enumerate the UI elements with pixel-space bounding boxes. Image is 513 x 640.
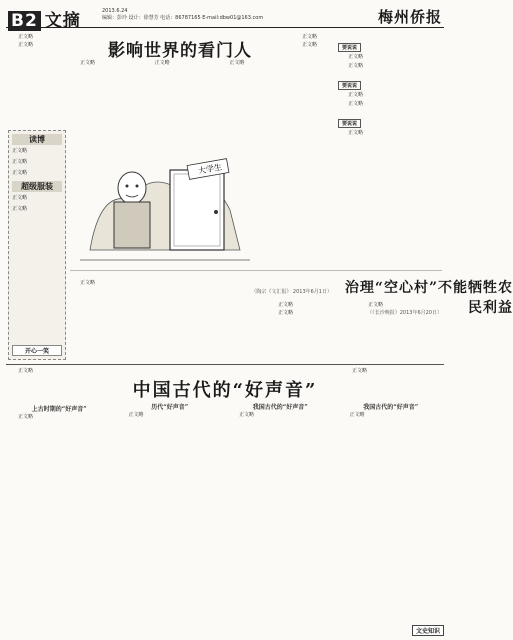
- masthead: [6, 4, 444, 31]
- paragraph: 正文略: [128, 412, 144, 418]
- paragraph: 正文略: [302, 34, 318, 40]
- caption-text: 正文略: [80, 280, 96, 286]
- feature-headline: 中国古代的“好声音”: [132, 380, 318, 401]
- feature-subheading: 上古时期的“好声音”: [31, 406, 87, 413]
- item-text: 正文略: [348, 54, 364, 60]
- lead-first-column: [8, 34, 66, 126]
- item-text: 正文略: [348, 101, 364, 107]
- section-divider: [6, 364, 444, 365]
- paragraph: 正文略: [349, 412, 365, 418]
- item-text: 正文略: [348, 92, 364, 98]
- sidebar-subtitle: 超级服装: [12, 181, 62, 192]
- lead-headline: 影响世界的看门人: [108, 41, 252, 61]
- item-text: 正文略: [348, 63, 364, 69]
- joke-item: 正文略: [12, 170, 28, 176]
- paragraph: 正文略: [18, 414, 34, 420]
- issue-date: 2013.6.24: [102, 8, 128, 14]
- sidebar-footer: 开心一笑: [12, 345, 62, 356]
- sidebar-title: 读博: [12, 134, 62, 145]
- joke-item: 正文略: [12, 148, 28, 154]
- door-sign: 大学生: [197, 162, 223, 176]
- feature-intro-right: [342, 368, 442, 404]
- cartoon-drawing: [70, 130, 260, 270]
- feature-subheading: 我国古代的“好声音”: [363, 404, 419, 411]
- feature-subheading: 历代“好声音”: [151, 404, 189, 411]
- paragraph: 正文略: [278, 310, 294, 316]
- paragraph: 正文略: [278, 302, 294, 308]
- jokes-sidebar: [8, 130, 66, 360]
- joke-item: 正文略: [12, 195, 28, 201]
- right-column: [338, 34, 442, 284]
- paragraph: 正文略: [368, 302, 384, 308]
- newspaper-name: 梅州侨报: [377, 8, 442, 26]
- joke-item: 正文略: [12, 206, 28, 212]
- editor-line: 编辑：彭玲 设计：徐慧芳 电话：86787165 E-mail:dbw01@163.com: [102, 15, 264, 21]
- paragraph: 正文略: [154, 60, 170, 66]
- section-header: [8, 6, 81, 31]
- section-name: 文摘: [44, 11, 81, 31]
- feature-subheading: 我国古代的“好声音”: [252, 404, 308, 411]
- page-number: B2: [8, 11, 41, 31]
- item-text: 正文略: [348, 130, 364, 136]
- paragraph: 正文略: [229, 60, 245, 66]
- item-tag: 要说说: [338, 119, 361, 128]
- feature-body: [8, 404, 442, 628]
- item-tag: 要说说: [338, 43, 361, 52]
- paragraph: 正文略: [80, 60, 96, 66]
- lead-right-column: [292, 34, 332, 126]
- paragraph: 正文略: [239, 412, 255, 418]
- feature-intro-left: [8, 368, 108, 404]
- masthead-meta: [102, 8, 263, 22]
- caption-source: （陶宗《文汇报》 2013年6月1日）: [251, 289, 332, 295]
- paragraph: 正文略: [18, 368, 34, 374]
- lead-body: [70, 60, 288, 126]
- article-source: （《长沙晚报》2013年6月20日）: [367, 310, 442, 316]
- paragraph: 正文略: [302, 42, 318, 48]
- joke-item: 正文略: [12, 159, 28, 165]
- second-headline: 治理“空心村”不能牺牲农民利益: [344, 280, 513, 316]
- item-tag: 要说说: [338, 81, 361, 90]
- paragraph: 正文略: [352, 368, 368, 374]
- page-footer-tag: 文史知识: [412, 625, 444, 636]
- paragraph: 正文略: [18, 42, 34, 48]
- second-article-body: [268, 302, 442, 364]
- cartoon-illustration: [70, 130, 332, 278]
- paragraph: 正文略: [18, 34, 34, 40]
